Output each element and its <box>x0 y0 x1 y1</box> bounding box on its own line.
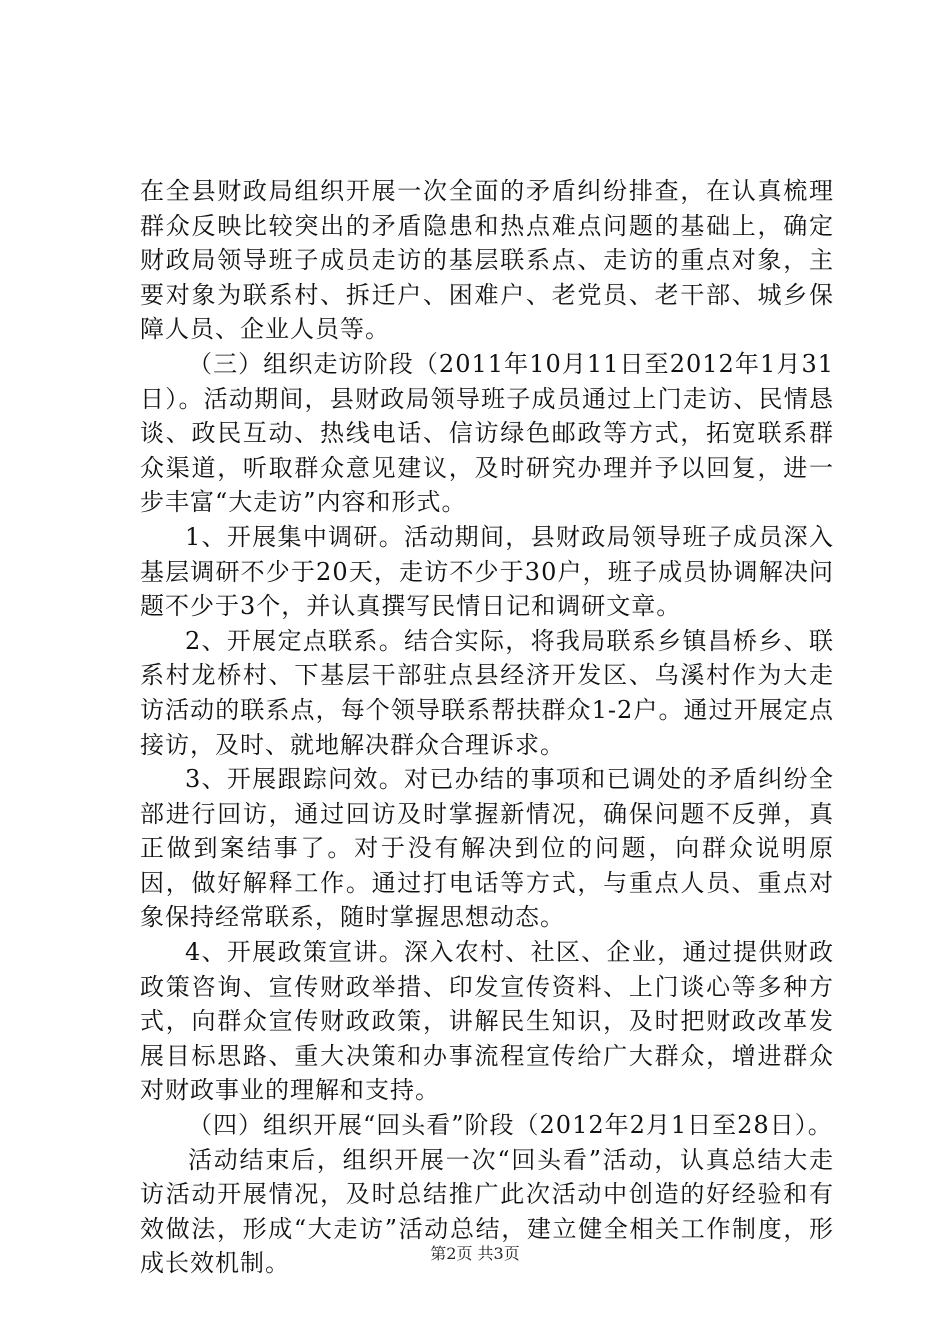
paragraph-item-1: 1、开展集中调研。活动期间，县财政局领导班子成员深入基层调研不少于20天，走访不少于30户，班子成员协调解决问题不少于3个，并认真撰写民情日记和调研文章。 <box>140 522 834 621</box>
document-body <box>140 174 834 1281</box>
paragraph-section-four: （四）组织开展“回头看”阶段（2012年2月1日至28日）。 <box>188 1111 833 1140</box>
paragraph-item-4: 4、开展政策宣讲。深入农村、社区、企业，通过提供财政政策咨询、宣传财政举措、印发宣传资料、上门谈心等多种方式，向群众宣传财政政策，讲解民生知识，及时把财政改革发展目标思路、重大决策和办事流程宣传给广大群众，增进群众对财政事业的理解和支持。 <box>140 938 834 1105</box>
paragraph-continuation: 在全县财政局组织开展一次全面的矛盾纠纷排查，在认真梳理群众反映比较突出的矛盾隐患和热点难点问题的基础上，确定财政局领导班子成员走访的基层联系点、走访的重点对象，主要对象为联系村、拆迁户、困难户、老党员、老干部、城乡保障人员、企业人员等。 <box>140 177 834 344</box>
paragraph-section-three: （三）组织走访阶段（2011年10月11日至2012年1月31日）。活动期间，县财政局领导班子成员通过上门走访、民情恳谈、政民互动、热线电话、信访绿色邮政等方式，拓宽联系群众渠道，听取群众意见建议，及时研究办理并予以回复，进一步丰富“大走访”内容和形式。 <box>140 349 834 517</box>
paragraph-conclusion: 活动结束后，组织开展一次“回头看”活动，认真总结大走访活动开展情况，及时总结推广此次活动中创造的好经验和有效做法，形成“大走访”活动总结，建立健全相关工作制度，形成长效机制。 <box>140 1145 834 1278</box>
page-number-footer: 第2页 共3页 <box>430 1244 520 1263</box>
paragraph-item-2: 2、开展定点联系。结合实际，将我局联系乡镇昌桥乡、联系村龙桥村、下基层干部驻点县经济开发区、乌溪村作为大走访活动的联系点，每个领导联系帮扶群众1-2户。通过开展定点接访，及时、就地解决群众合理诉求。 <box>140 626 834 759</box>
paragraph-item-3: 3、开展跟踪问效。对已办结的事项和已调处的矛盾纠纷全部进行回访，通过回访及时掌握新情况，确保问题不反弹，真正做到案结事了。对于没有解决到位的问题，向群众说明原因，做好解释工作。通过打电话等方式，与重点人员、重点对象保持经常联系，随时掌握思想动态。 <box>140 765 834 932</box>
